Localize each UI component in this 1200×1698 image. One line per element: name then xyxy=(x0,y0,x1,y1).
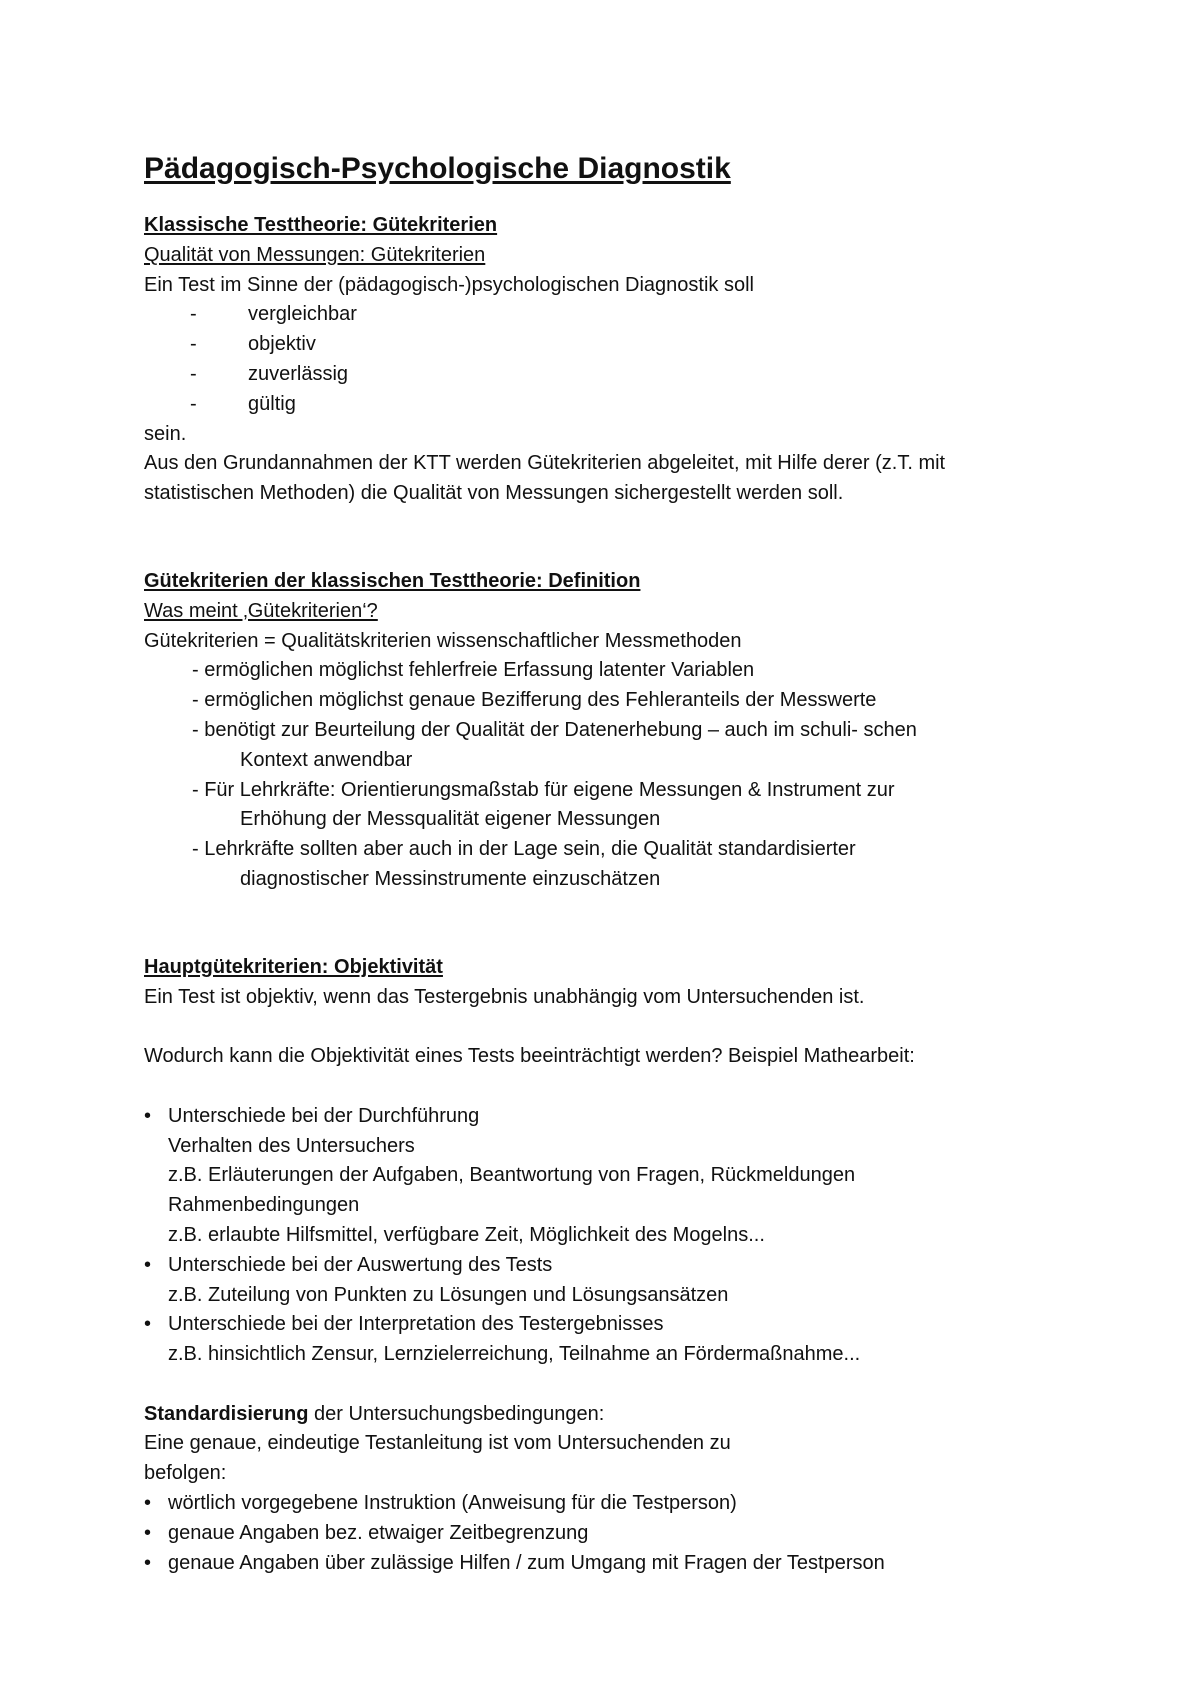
list-item-text: - ermöglichen möglichst genaue Bezifferung des Fehleranteils der Messwerte xyxy=(192,689,877,712)
section-heading: Hauptgütekriterien: Objektivität xyxy=(144,955,443,978)
paragraph-standardisierung xyxy=(144,1400,1044,1430)
list-item-continuation: Erhöhung der Messqualität eigener Messungen xyxy=(240,808,661,831)
bullet-item xyxy=(144,1519,1044,1549)
list-item-text: gültig xyxy=(248,392,296,415)
section-objektivitaet xyxy=(144,953,1044,1579)
paragraph: Wodurch kann die Objektivität eines Tests beeinträchtigt werden? Beispiel Mathearbeit: xyxy=(144,1045,915,1068)
paragraph: sein. xyxy=(144,422,187,445)
bullet-subtext: z.B. Erläuterungen der Aufgaben, Beantwortung von Fragen, Rückmeldungen xyxy=(168,1164,856,1187)
bullet-item xyxy=(144,1489,1044,1519)
bullet-marker: • xyxy=(144,1551,152,1574)
page-title: Pädagogisch-Psychologische Diagnostik xyxy=(144,152,731,185)
bullet-item xyxy=(144,1251,1044,1311)
section-heading: Gütekriterien der klassischen Testtheorie: Definition xyxy=(144,569,641,592)
bullet-marker: • xyxy=(144,1253,152,1276)
list-item-text: objektiv xyxy=(248,333,316,356)
list-item-text: - ermöglichen möglichst fehlerfreie Erfassung latenter Variablen xyxy=(192,659,755,682)
bullet-subtext: z.B. erlaubte Hilfsmittel, verfügbare Zeit, Möglichkeit des Mogelns... xyxy=(168,1223,765,1246)
list-item-text: zuverlässig xyxy=(248,362,349,385)
list-item xyxy=(144,656,1044,686)
section-guetekriterien xyxy=(144,211,1044,509)
paragraph: Gütekriterien = Qualitätskriterien wissenschaftlicher Messmethoden xyxy=(144,629,742,652)
bullet-marker: • xyxy=(144,1313,152,1336)
paragraph: statistischen Methoden) die Qualität von Messungen sichergestellt werden soll. xyxy=(144,482,844,505)
dash-marker: - xyxy=(190,333,197,356)
paragraph: Ein Test ist objektiv, wenn das Testergebnis unabhängig vom Untersuchenden ist. xyxy=(144,985,865,1008)
paragraph: Aus den Grundannahmen der KTT werden Gütekriterien abgeleitet, mit Hilfe derer (z.T. mit xyxy=(144,452,946,475)
paragraph-text: der Untersuchungsbedingungen: xyxy=(308,1402,605,1425)
list-item xyxy=(144,390,1044,420)
list-item-continuation: Kontext anwendbar xyxy=(240,748,413,771)
document-content xyxy=(144,149,1044,1578)
section-subheading: Was meint ‚Gütekriterien‘? xyxy=(144,599,378,622)
section-subheading: Qualität von Messungen: Gütekriterien xyxy=(144,243,486,266)
bullet-text: Unterschiede bei der Durchführung xyxy=(168,1104,480,1127)
list-item-text: - Lehrkräfte sollten aber auch in der Lage sein, die Qualität standardisierter xyxy=(192,838,856,861)
bullet-subtext: z.B. hinsichtlich Zensur, Lernzielerreichung, Teilnahme an Fördermaßnahme... xyxy=(168,1343,861,1366)
list-item-text: - benötigt zur Beurteilung der Qualität der Datenerhebung – auch im schuli- schen xyxy=(192,718,917,741)
bullet-marker: • xyxy=(144,1104,152,1127)
list-item xyxy=(144,686,1044,716)
bullet-marker: • xyxy=(144,1492,152,1515)
list-item xyxy=(144,360,1044,390)
bullet-subtext: z.B. Zuteilung von Punkten zu Lösungen und Lösungsansätzen xyxy=(168,1283,729,1306)
paragraph: befolgen: xyxy=(144,1462,227,1485)
list-item xyxy=(144,776,1044,836)
bullet-marker: • xyxy=(144,1521,152,1544)
bullet-text: Unterschiede bei der Auswertung des Tests xyxy=(168,1253,553,1276)
section-definition xyxy=(144,567,1044,895)
bullet-subtext: Verhalten des Untersuchers xyxy=(168,1134,415,1157)
list-item xyxy=(144,330,1044,360)
bullet-text: genaue Angaben über zulässige Hilfen / zum Umgang mit Fragen der Testperson xyxy=(168,1551,885,1574)
list-item-text: vergleichbar xyxy=(248,303,357,326)
list-item xyxy=(144,835,1044,895)
list-item xyxy=(144,716,1044,776)
list-item-continuation: diagnostischer Messinstrumente einzuschätzen xyxy=(240,867,661,890)
paragraph: Ein Test im Sinne der (pädagogisch-)psychologischen Diagnostik soll xyxy=(144,273,754,296)
bullet-item xyxy=(144,1310,1044,1370)
bullet-item xyxy=(144,1102,1044,1251)
dash-marker: - xyxy=(190,362,197,385)
paragraph: Eine genaue, eindeutige Testanleitung ist vom Untersuchenden zu xyxy=(144,1432,731,1455)
bold-term: Standardisierung xyxy=(144,1402,309,1425)
bullet-text: wörtlich vorgegebene Instruktion (Anweisung für die Testperson) xyxy=(168,1492,737,1515)
bullet-text: Unterschiede bei der Interpretation des Testergebnisses xyxy=(168,1313,664,1336)
bullet-text: genaue Angaben bez. etwaiger Zeitbegrenzung xyxy=(168,1521,589,1544)
bullet-subtext: Rahmenbedingungen xyxy=(168,1194,360,1217)
dash-marker: - xyxy=(190,392,197,415)
section-heading: Klassische Testtheorie: Gütekriterien xyxy=(144,214,498,236)
dash-marker: - xyxy=(190,303,197,326)
list-item-text: - Für Lehrkräfte: Orientierungsmaßstab für eigene Messungen & Instrument zur xyxy=(192,778,895,801)
bullet-item xyxy=(144,1549,1044,1579)
list-item xyxy=(144,300,1044,330)
